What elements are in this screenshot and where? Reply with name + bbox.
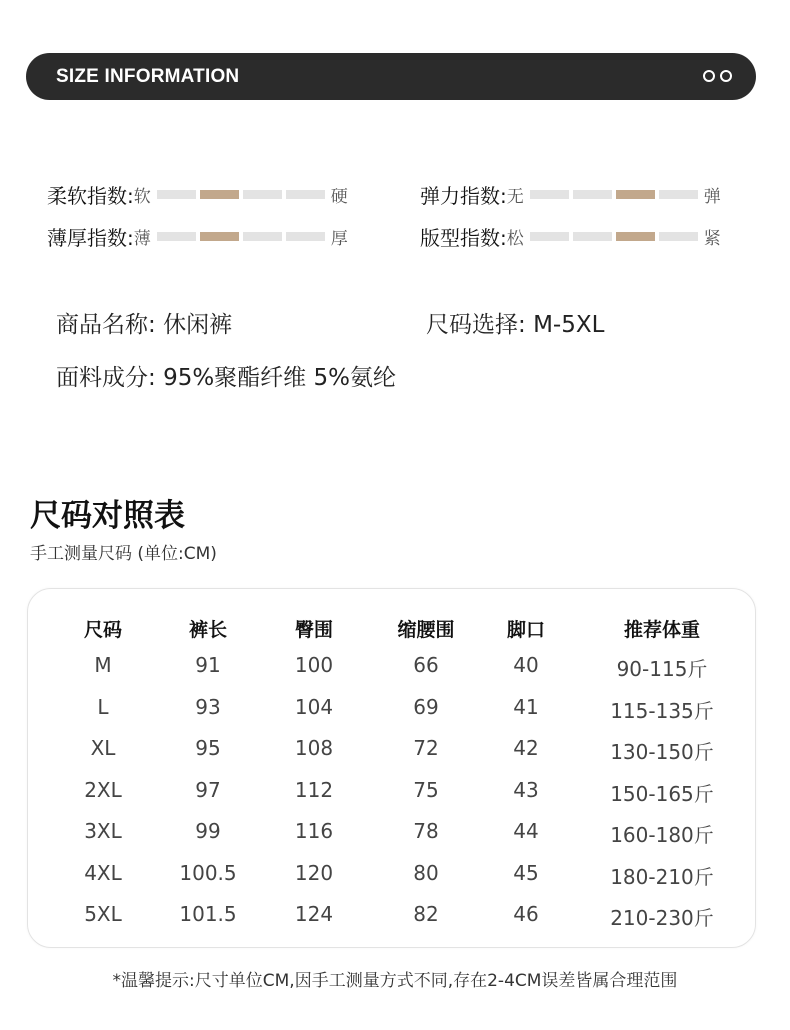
circle-icon	[720, 70, 732, 82]
table-cell: 115-135斤	[610, 699, 714, 723]
table-cell: 112	[294, 778, 334, 802]
table-cell: 46	[513, 902, 539, 926]
index-elasticity	[420, 181, 721, 207]
table-header-cell: 脚口	[506, 619, 546, 641]
index-label: 版型指数:	[420, 225, 507, 250]
index-segment	[573, 232, 612, 241]
index-segment-active	[200, 190, 239, 199]
index-label: 柔软指数:	[47, 183, 134, 208]
fabric-label: 面料成分:	[56, 365, 156, 391]
table-cell: 44	[513, 819, 539, 843]
table-cell: 99	[195, 819, 221, 843]
fabric-value: 95%聚酯纤维 5%氨纶	[163, 365, 396, 391]
index-thickness	[47, 223, 348, 249]
table-cell: 116	[294, 819, 334, 843]
table-cell: 95	[195, 736, 221, 760]
table-cell: M	[94, 653, 112, 677]
table-cell: 80	[413, 861, 439, 885]
index-segment	[530, 190, 569, 199]
table-cell: 100	[294, 653, 334, 677]
index-high-label: 硬	[330, 186, 348, 207]
table-cell: 72	[413, 736, 439, 760]
size-range-label: 尺码选择:	[426, 312, 526, 338]
index-low-label: 软	[133, 186, 151, 207]
table-cell: 160-180斤	[610, 823, 714, 847]
table-cell: 5XL	[84, 902, 122, 926]
index-segment	[286, 232, 325, 241]
table-cell: 91	[195, 653, 221, 677]
table-cell: 93	[195, 695, 221, 719]
size-range-value: M-5XL	[533, 312, 605, 338]
index-bar	[157, 190, 325, 199]
table-cell: 108	[294, 736, 334, 760]
circle-icon	[703, 70, 715, 82]
index-label: 薄厚指数:	[47, 225, 134, 250]
index-segment	[659, 190, 698, 199]
table-cell: 75	[413, 778, 439, 802]
index-bar	[157, 232, 325, 241]
fabric-composition	[56, 359, 396, 392]
banner-title: SIZE INFORMATION	[56, 66, 240, 87]
index-segment	[286, 190, 325, 199]
size-range	[426, 306, 604, 339]
table-cell: 42	[513, 736, 539, 760]
index-label: 弹力指数:	[420, 183, 507, 208]
table-cell: 43	[513, 778, 539, 802]
index-bar	[530, 232, 698, 241]
table-cell: 45	[513, 861, 539, 885]
index-segment	[573, 190, 612, 199]
index-segment-active	[616, 190, 655, 199]
table-cell: 82	[413, 902, 439, 926]
table-cell: 4XL	[84, 861, 122, 885]
index-segment-active	[616, 232, 655, 241]
product-name-value: 休闲裤	[163, 312, 233, 338]
product-name	[56, 306, 232, 339]
table-cell: 90-115斤	[616, 657, 708, 681]
table-cell: 40	[513, 653, 539, 677]
index-fit	[420, 223, 721, 249]
table-cell: 104	[294, 695, 334, 719]
table-header-cell: 尺码	[83, 619, 123, 641]
table-cell: 78	[413, 819, 439, 843]
index-high-label: 厚	[330, 228, 348, 249]
size-chart-subtitle: 手工测量尺码 (单位:CM)	[30, 544, 217, 564]
table-cell: 130-150斤	[610, 740, 714, 764]
table-cell: 120	[294, 861, 334, 885]
table-cell: 3XL	[84, 819, 122, 843]
index-segment	[243, 190, 282, 199]
index-low-label: 松	[506, 228, 524, 249]
table-header-cell: 推荐体重	[623, 619, 701, 641]
table-cell: 124	[294, 902, 334, 926]
index-segment	[157, 232, 196, 241]
table-cell: 66	[413, 653, 439, 677]
index-low-label: 无	[506, 186, 524, 207]
two-circles-icon	[703, 70, 732, 82]
index-segment-active	[200, 232, 239, 241]
table-cell: 41	[513, 695, 539, 719]
table-cell: L	[97, 695, 109, 719]
table-cell: 150-165斤	[610, 782, 714, 806]
table-cell: 2XL	[84, 778, 122, 802]
table-cell: 100.5	[179, 861, 237, 885]
table-cell: XL	[90, 736, 116, 760]
size-table	[27, 588, 756, 948]
index-segment	[659, 232, 698, 241]
index-high-label: 弹	[703, 186, 721, 207]
size-info-banner	[26, 53, 756, 100]
table-header-cell: 裤长	[188, 619, 228, 641]
index-segment	[243, 232, 282, 241]
product-name-label: 商品名称:	[56, 312, 156, 338]
table-cell: 101.5	[179, 902, 237, 926]
index-softness	[47, 181, 348, 207]
table-header-cell: 臀围	[294, 619, 334, 641]
index-segment	[157, 190, 196, 199]
index-low-label: 薄	[133, 228, 151, 249]
table-cell: 180-210斤	[610, 865, 714, 889]
size-chart-title: 尺码对照表	[30, 498, 185, 534]
index-segment	[530, 232, 569, 241]
table-header-cell: 缩腰围	[397, 619, 455, 641]
index-high-label: 紧	[703, 228, 721, 249]
table-cell: 69	[413, 695, 439, 719]
table-cell: 210-230斤	[610, 906, 714, 930]
footnote: *温馨提示:尺寸单位CM,因手工测量方式不同,存在2-4CM误差皆属合理范围	[112, 971, 678, 991]
index-bar	[530, 190, 698, 199]
table-cell: 97	[195, 778, 221, 802]
